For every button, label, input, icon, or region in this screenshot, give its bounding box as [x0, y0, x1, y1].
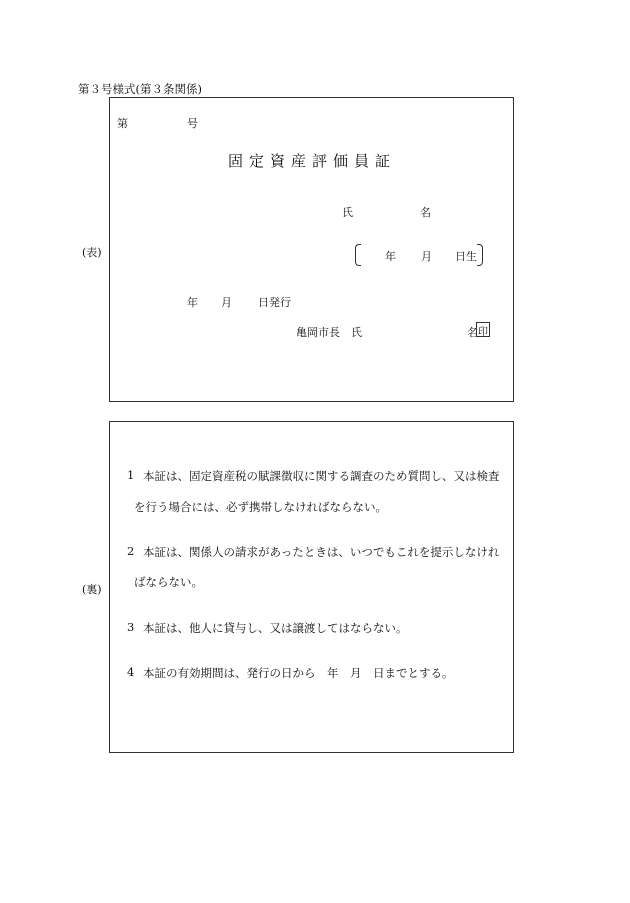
mayor-label: 亀岡市長 氏 [296, 326, 362, 339]
seal-char: 印 [478, 327, 488, 338]
birth-year-label: 年 [385, 250, 396, 263]
name-shi-label: 氏 [342, 206, 353, 219]
item-4-text: 本証の有効期間は、発行の日から 年 月 日までとする。 [143, 666, 454, 680]
issue-month-label: 月 [221, 296, 232, 309]
birth-day-label: 日生 [455, 250, 477, 263]
front-card [109, 97, 514, 402]
birth-month-label: 月 [421, 250, 432, 263]
card-title: 固定資産評価員証 [228, 152, 397, 170]
number-go: 号 [187, 117, 198, 130]
seal-box [476, 322, 490, 337]
back-card [109, 421, 514, 753]
issue-day-label: 日発行 [258, 296, 291, 309]
form-number-label: 第３号様式(第３条関係) [78, 82, 202, 96]
mayor-mei-label: 名 [467, 326, 478, 339]
number-dai: 第 [117, 117, 128, 130]
item-2-text: 本証は、関係人の請求があったときは、いつでもこれを提示しなけれ [143, 545, 500, 559]
item-4-number: 4 [127, 665, 135, 679]
item-3-number: 3 [127, 620, 135, 634]
item-1-text-cont: を行う場合には、必ず携帯しなければならない。 [134, 500, 387, 514]
back-side-label: (裏) [82, 583, 102, 596]
name-mei-label: 名 [420, 206, 431, 219]
front-side-label: (表) [82, 246, 102, 259]
issue-year-label: 年 [187, 296, 198, 309]
item-2-text-cont: ばならない。 [134, 575, 203, 589]
bracket-right [477, 244, 483, 266]
item-1-number: 1 [127, 468, 135, 482]
item-1-text: 本証は、固定資産税の賦課徴収に関する調査のため質問し、又は検査 [143, 469, 500, 483]
item-3-text: 本証は、他人に貸与し、又は譲渡してはならない。 [143, 621, 408, 635]
bracket-left [355, 244, 361, 266]
item-2-number: 2 [127, 544, 135, 558]
